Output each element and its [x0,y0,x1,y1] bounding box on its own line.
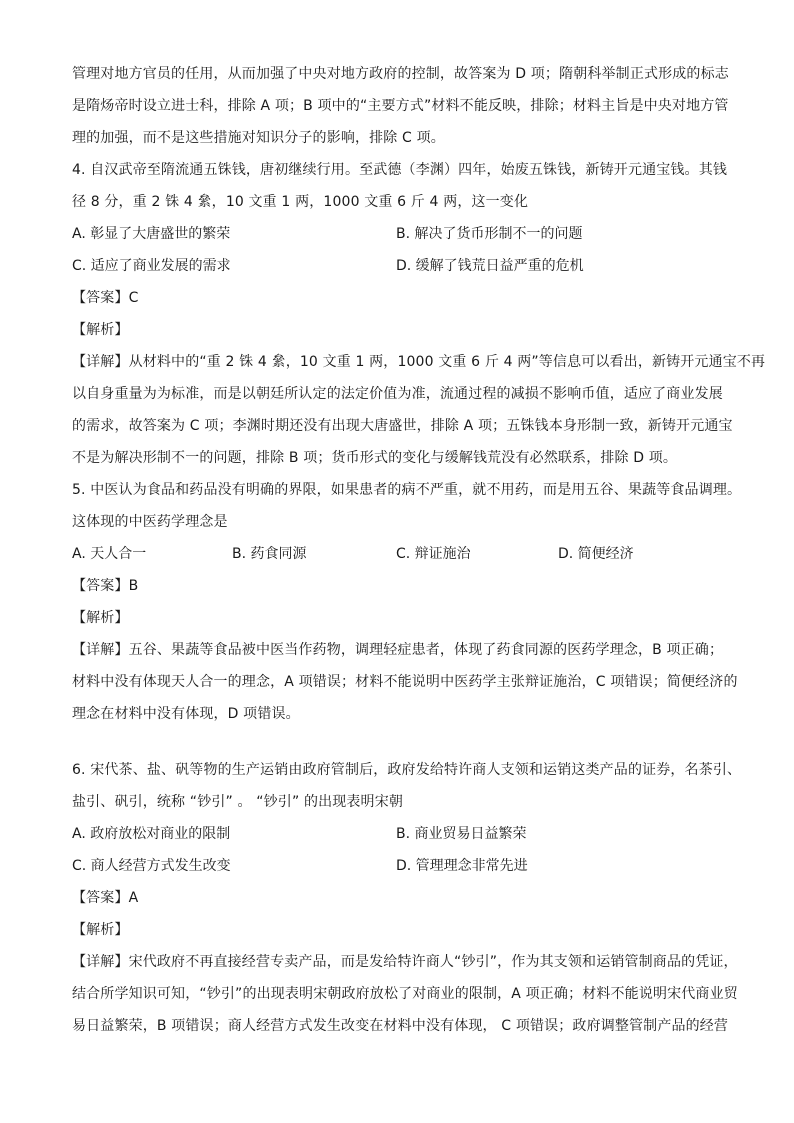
option-b: B. 商业贸易日益繁荣 [396,826,527,842]
option-row [72,253,732,279]
question-stem-line: 4. 自汉武帝至隋流通五铢钱，唐初继续行用。至武德（李渊）四年，始废五铢钱，新铸开元通宝钱。其钱 [72,162,728,178]
option-d: D. 简便经济 [558,546,634,562]
option-a: A. 政府放松对商业的限制 [72,826,231,842]
question-stem-line: 径 8 分，重 2 铢 4 絫，10 文重 1 两，1000 文重 6 斤 4 两，这一变化 [72,194,529,210]
detail-line: 【详解】五谷、果蔬等食品被中医当作药物，调理轻症患者，体现了药食同源的医药学理念，B 项正确； [72,642,724,658]
detail-line: 结合所学知识可知，“钞引”的出现表明宋朝政府放松了对商业的限制，A 项正确；材料不能说明宋代商业贸 [72,986,738,1002]
detail-line: 理念在材料中没有体现，D 项错误。 [72,706,300,722]
question-stem-line: 5. 中医认为食品和药品没有明确的界限，如果患者的病不严重，就不用药，而是用五谷、果蔬等食品调理。 [72,482,742,498]
analysis-label: 【解析】 [72,922,129,938]
answer-label: 【答案】C [72,290,139,306]
question-stem-line: 6. 宋代茶、盐、矾等物的生产运销由政府管制后，政府发给特许商人支领和运销这类产品的证券，名茶引、 [72,762,742,778]
option-a: A. 天人合一 [72,546,147,562]
question-4 [72,157,766,471]
text-line: 理的加强，而不是这些措施对知识分子的影响，排除 C 项。 [72,130,445,146]
detail-line: 不是为解决形制不一的问题，排除 B 项；货币形式的变化与缓解钱荒没有必然联系，排除 D 项。 [72,450,678,466]
analysis-label: 【解析】 [72,610,129,626]
option-c: C. 适应了商业发展的需求 [72,258,231,274]
option-row [72,853,732,879]
answer-label: 【答案】B [72,578,139,594]
detail-line: 【详解】宋代政府不再直接经营专卖产品，而是发给特许商人“钞引”，作为其支领和运销管制商品的凭证， [72,954,738,970]
option-a: A. 彰显了大唐盛世的繁荣 [72,226,231,242]
detail-line: 材料中没有体现天人合一的理念，A 项错误；材料不能说明中医药学主张辩证施治，C 项错误；简便经济的 [72,674,738,690]
question-5 [72,477,742,727]
option-d: D. 缓解了钱荒日益严重的危机 [396,258,584,274]
analysis-label: 【解析】 [72,322,129,338]
option-c: C. 辩证施治 [396,546,471,562]
option-d: D. 管理理念非常先进 [396,858,528,874]
document-content [72,61,766,1039]
q3-explanation-tail [72,61,732,151]
detail-line: 的需求，故答案为 C 项；李渊时期还没有出现大唐盛世，排除 A 项；五铢钱本身形制一致，新铸开元通宝 [72,418,733,434]
option-row [72,221,732,247]
option-b: B. 解决了货币形制不一的问题 [396,226,583,242]
detail-line: 易日益繁荣，B 项错误；商人经营方式发生改变在材料中没有体现， C 项错误；政府调整管制产品的经营 [72,1018,729,1034]
question-stem-line: 这体现的中医药学理念是 [72,514,228,530]
detail-line: 以自身重量为为标准，而是以朝廷所认定的法定价值为准，流通过程的减损不影响币值，适应了商业发展 [72,386,723,402]
text-line: 管理对地方官员的任用，从而加强了中央对地方政府的控制，故答案为 D 项；隋朝科举制正式形成的标志 [72,66,729,82]
option-row [72,541,732,567]
answer-label: 【答案】A [72,890,139,906]
option-row [72,821,732,847]
question-stem-line: 盐引、矾引，统称 “钞引” 。 “钞引” 的出现表明宋朝 [72,794,404,810]
question-6 [72,757,742,1039]
text-line: 是隋炀帝时设立进士科，排除 A 项；B 项中的“主要方式”材料不能反映，排除；材料主旨是中央对地方管 [72,98,729,114]
option-c: C. 商人经营方式发生改变 [72,858,231,874]
option-b: B. 药食同源 [232,546,307,562]
detail-line: 【详解】从材料中的“重 2 铢 4 絫，10 文重 1 两，1000 文重 6 斤 4 两”等信息可以看出，新铸开元通宝不再 [72,354,766,370]
